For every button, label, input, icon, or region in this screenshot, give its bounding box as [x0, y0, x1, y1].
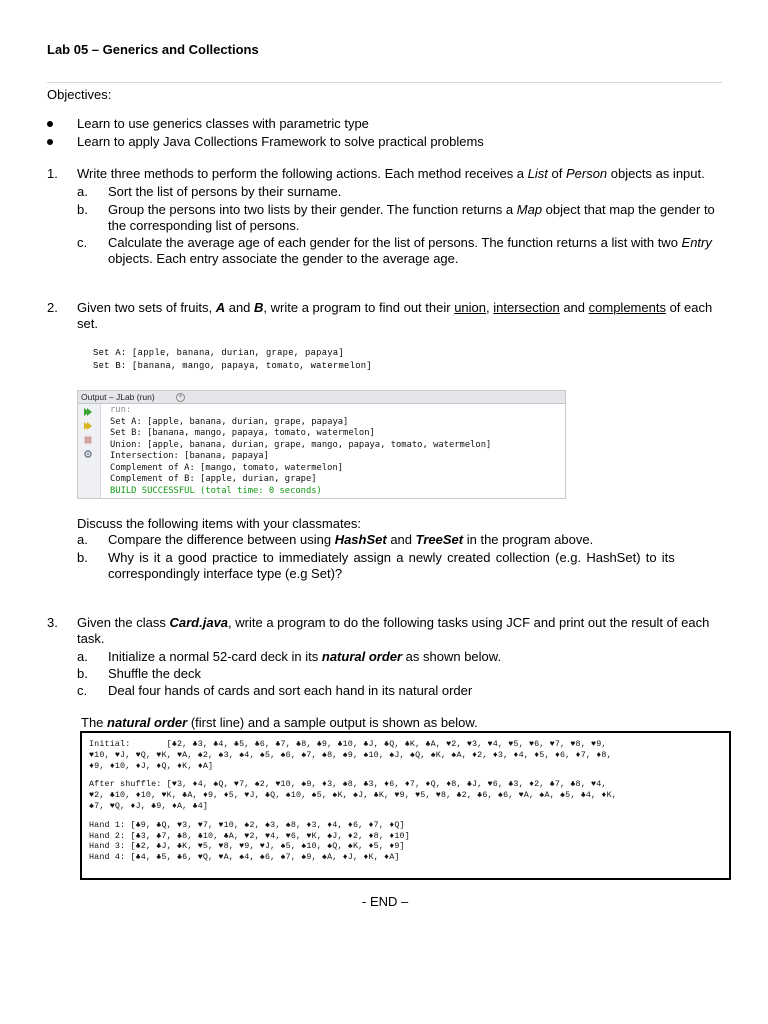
card-line: Initial: [♣2, ♣3, ♣4, ♣5, ♣6, ♣7, ♣8, ♣9, ♣10, ♣J, ♣Q, ♣K, ♣A, ♥2, ♥3, ♥4, ♥5, ♥6, ♥7, ♥8, ♥9,	[89, 739, 607, 749]
sample-caption	[81, 715, 478, 730]
q1-list-term: List	[527, 166, 548, 181]
console-line: run:	[110, 405, 132, 415]
item-label: a.	[77, 649, 88, 664]
card-line: ♦9, ♦10, ♦J, ♦Q, ♦K, ♦A]	[89, 760, 214, 771]
question-number: 1.	[47, 166, 58, 181]
end-marker: - END –	[362, 894, 409, 909]
sample-output-box	[80, 731, 731, 880]
card-line: ♥2, ♣10, ♦10, ♥K, ♣A, ♦9, ♦5, ♥J, ♣Q, ♠10, ♠5, ♠K, ♠J, ♣K, ♥9, ♥5, ♥8, ♣2, ♣6, ♠6, ♥A, ♠A, ♠5, ♣4, ♦K,	[89, 790, 617, 801]
discuss-item-b: Why is it a good practice to immediately assign a newly created collection (e.g. HashSet) to its	[108, 550, 675, 565]
card-output	[89, 739, 617, 863]
q3-item-a	[108, 649, 501, 664]
console-line: Complement of A: [mango, tomato, watermelon]	[110, 462, 344, 473]
q3-item-c: Deal four hands of cards and sort each hand in its natural order	[108, 683, 473, 698]
code-line: Set A: [apple, banana, durian, grape, papaya]	[93, 348, 345, 358]
page-title: Lab 05 – Generics and Collections	[47, 42, 259, 57]
output-console	[110, 405, 491, 497]
natural-order-term: natural order	[321, 649, 403, 664]
output-window	[77, 390, 566, 499]
objectives-heading: Objectives:	[47, 87, 112, 102]
rerun-icon[interactable]	[83, 407, 93, 417]
item-label: b.	[77, 202, 88, 217]
q2-text: ,	[486, 300, 494, 315]
q1-intro-text: of	[547, 166, 566, 181]
q3-item-b: Shuffle the deck	[108, 666, 201, 681]
question-number: 3.	[47, 615, 58, 630]
discuss-text: and	[386, 532, 416, 547]
sample-text: The	[81, 715, 108, 730]
settings-icon[interactable]	[83, 449, 93, 459]
q2-text: of each	[665, 300, 713, 315]
discuss-heading: Discuss the following items with your classmates:	[77, 516, 361, 531]
q1-item-b-text: object that map the gender to	[542, 202, 715, 217]
item-label: a.	[77, 184, 88, 199]
q3-intro-line2: task.	[77, 631, 105, 646]
card-line-gap	[89, 812, 617, 820]
divider	[47, 82, 722, 83]
card-line: ♠7, ♥Q, ♦J, ♣9, ♦A, ♣4]	[89, 800, 209, 811]
q3-item-text: as shown below.	[402, 649, 502, 664]
q1-item-b	[108, 202, 715, 217]
q1-item-c-line2: objects. Each entry associate the gender to the average age.	[108, 251, 459, 266]
close-icon[interactable]: ×	[176, 393, 185, 402]
q1-item-c-text: Calculate the average age of each gender for the list of persons. The function returns a list with two	[108, 235, 682, 250]
q1-intro	[77, 166, 705, 181]
item-label: c.	[77, 683, 88, 698]
sample-text: (first line) and a sample output is shown as below.	[187, 715, 478, 730]
q3-text: , write a program to do the following tasks using JCF and print out the result of each	[228, 615, 710, 630]
q2-text: and	[559, 300, 589, 315]
card-line: Hand 1: [♣9, ♣Q, ♥3, ♥7, ♥10, ♠2, ♠3, ♠8, ♦3, ♦4, ♦6, ♦7, ♦Q]	[89, 819, 405, 830]
complements-term: complements	[588, 300, 666, 315]
item-label: c.	[77, 235, 88, 250]
q3-text: Given the class	[77, 615, 170, 630]
output-toolbar	[78, 404, 101, 498]
console-line: Set B: [banana, mango, papaya, tomato, watermelon]	[110, 428, 375, 438]
q2-text: Given two sets of fruits,	[77, 300, 216, 315]
bullet-icon	[47, 139, 53, 145]
set-b-term: B	[254, 300, 264, 315]
q1-intro-text: objects as input.	[607, 166, 705, 181]
q2-text: , write a program to find out their	[263, 300, 455, 315]
card-line: ♥10, ♥J, ♥Q, ♥K, ♥A, ♠2, ♠3, ♠4, ♠5, ♠6, ♠7, ♠8, ♠9, ♠10, ♠J, ♠Q, ♠K, ♠A, ♦2, ♦3, ♦4, ♦5, ♦6, ♦7, ♦8,	[89, 749, 612, 760]
console-line: Set A: [apple, banana, durian, grape, papaya]	[110, 416, 349, 427]
output-tab-label: Output – JLab (run)	[81, 392, 155, 402]
bullet-icon	[47, 121, 53, 127]
q1-map-term: Map	[516, 202, 543, 217]
console-line: Union: [apple, banana, durian, grape, mango, papaya, tomato, watermelon]	[110, 439, 492, 450]
q1-entry-term: Entry	[681, 235, 712, 250]
discuss-item-a	[108, 532, 593, 547]
q1-item-b-line2: the corresponding list of persons.	[108, 218, 300, 233]
console-line: Complement of B: [apple, durian, grape]	[110, 474, 317, 484]
item-label: b.	[77, 550, 88, 565]
console-line: BUILD SUCCESSFUL (total time: 0 seconds)	[110, 485, 322, 496]
intersection-term: intersection	[493, 300, 560, 315]
card-line-gap	[89, 771, 617, 779]
card-line: Hand 4: [♣4, ♣5, ♣6, ♥Q, ♥A, ♠4, ♠6, ♠7, ♠9, ♠A, ♦J, ♦K, ♦A]	[89, 852, 400, 863]
code-line: Set B: [banana, mango, papaya, tomato, watermelon]	[93, 361, 372, 371]
cardjava-term: Card.java	[169, 615, 229, 630]
output-tab[interactable]	[78, 391, 565, 404]
union-term: union	[454, 300, 486, 315]
card-line: Hand 3: [♣2, ♣J, ♣K, ♥5, ♥8, ♥9, ♥J, ♠5, ♠10, ♠Q, ♠K, ♦5, ♦9]	[89, 841, 405, 852]
card-line: After shuffle: [♥3, ♦4, ♠Q, ♥7, ♠2, ♥10, ♠9, ♦3, ♠8, ♣3, ♦6, ♦7, ♦Q, ♦8, ♣J, ♥6, ♣3, ♦2, ♣7, ♣8, ♥4,	[89, 779, 607, 790]
discuss-text: Compare the difference between using	[108, 532, 335, 547]
set-a-term: A	[215, 300, 226, 315]
rerun-with-params-icon[interactable]	[83, 421, 93, 431]
hashset-term: HashSet	[334, 532, 387, 547]
objective-item: Learn to apply Java Collections Framework to solve practical problems	[77, 134, 484, 149]
stop-icon[interactable]	[83, 435, 93, 445]
q2-intro-line2: set.	[77, 316, 98, 331]
treeset-term: TreeSet	[415, 532, 464, 547]
question-number: 2.	[47, 300, 58, 315]
discuss-item-b-line2: correspondingly interface type (e.g Set)?	[108, 566, 343, 581]
q1-item-c	[108, 235, 712, 250]
q3-item-text: Initialize a normal 52-card deck in its	[108, 649, 322, 664]
item-label: a.	[77, 532, 88, 547]
card-line: Hand 2: [♣3, ♣7, ♣8, ♣10, ♣A, ♥2, ♥4, ♥6, ♥K, ♠J, ♦2, ♦8, ♦10]	[89, 830, 410, 841]
q1-item-b-text: Group the persons into two lists by their gender. The function returns a	[108, 202, 517, 217]
discuss-text: in the program above.	[463, 532, 594, 547]
q2-text: and	[225, 300, 255, 315]
q1-person-term: Person	[565, 166, 608, 181]
console-line: Intersection: [banana, papaya]	[110, 451, 269, 461]
q1-intro-text: Write three methods to perform the following actions. Each method receives a	[77, 166, 528, 181]
q2-intro	[77, 300, 712, 315]
item-label: b.	[77, 666, 88, 681]
q1-item-a: Sort the list of persons by their surname.	[108, 184, 342, 199]
objective-item: Learn to use generics classes with parametric type	[77, 116, 369, 131]
q3-intro	[77, 615, 709, 630]
natural-order-term: natural order	[107, 715, 188, 730]
